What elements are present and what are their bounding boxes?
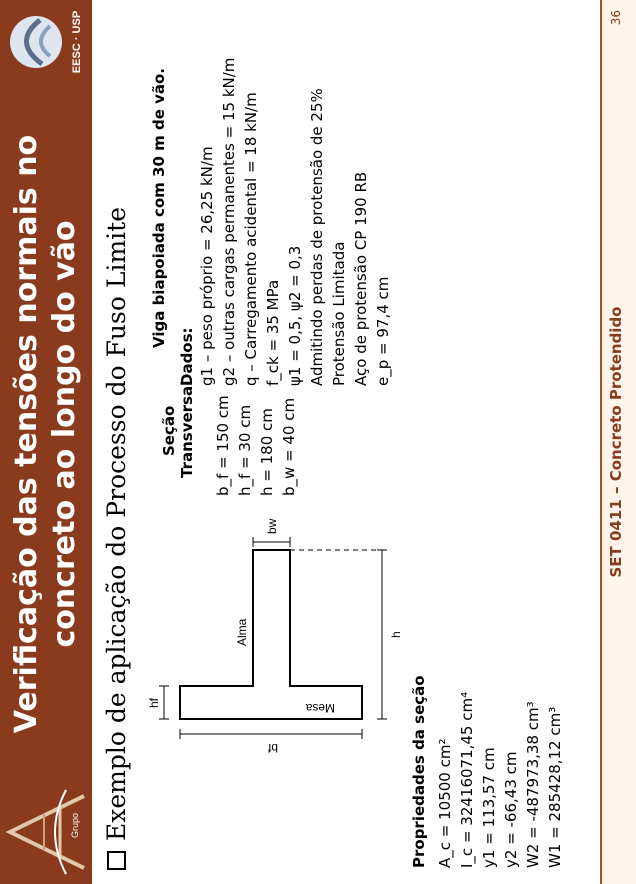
section-heading-line-1: Seção	[160, 405, 178, 456]
t-section-diagram	[147, 464, 410, 884]
dim-bf: b_f = 150 cm	[214, 395, 232, 496]
prop-ic: I_c = 32416071,45 cm⁴	[458, 691, 476, 868]
title	[3, 92, 89, 776]
dim-h: h = 180 cm	[258, 408, 276, 496]
section-heading-line-2: Transversal	[178, 380, 196, 478]
page-number: 36	[609, 10, 623, 26]
data-item-q: q – Carregamento acidental = 18 kN/m	[242, 92, 260, 386]
label-bw: bw	[265, 518, 279, 534]
eesc-usp-logo	[2, 2, 90, 82]
subtitle	[102, 207, 131, 870]
footer	[600, 0, 636, 884]
data-item-g2: g2 – outras cargas permanentes = 15 kN/m	[220, 57, 238, 386]
data-item-g1: g1 – peso próprio = 26,25 kN/m	[198, 146, 216, 386]
data-item-losses: Admitindo perdas de protensão de 25%	[308, 88, 326, 386]
title-line-2: concreto ao longo do vão	[47, 220, 82, 648]
data-item-steel: Aço de protensão CP 190 RB	[352, 171, 370, 386]
group-logo	[4, 786, 88, 878]
title-line-1: Verificação das tensões normais no	[9, 134, 44, 734]
dim-bw: b_w = 40 cm	[280, 397, 298, 496]
group-logo-text: Grupo	[70, 812, 80, 838]
prop-ac: A_c = 10500 cm²	[436, 738, 454, 868]
label-mesa: Mesa	[305, 701, 335, 715]
prop-y1: y1 = 113,57 cm	[480, 747, 498, 868]
label-hf: hf	[147, 697, 161, 708]
data-item-protension: Protensão Limitada	[330, 241, 348, 386]
label-h: h	[389, 631, 403, 638]
label-alma: Alma	[235, 618, 249, 646]
properties-heading: Propriedades da seção	[410, 675, 428, 868]
eesc-usp-logo-text: EESC · USP	[71, 10, 83, 74]
data-item-fck: f_ck = 35 MPa	[264, 279, 282, 386]
checkbox-bullet-icon	[107, 851, 126, 870]
label-bf: bf	[267, 741, 278, 755]
data-item-psi: ψ1 = 0,5, ψ2 = 0,3	[286, 245, 304, 386]
footer-course: SET 0411 – Concreto Protendido	[607, 306, 625, 578]
prop-w1: W1 = 285428,12 cm³	[546, 706, 564, 868]
dim-hf: h_f = 30 cm	[236, 404, 254, 496]
t-section-outline	[180, 550, 362, 719]
prop-w2: W2 = -487973,38 cm³	[524, 701, 542, 868]
data-heading: Dados:	[178, 327, 196, 386]
subtitle-text: Exemplo de aplicação do Processo do Fuso Limite	[102, 207, 131, 841]
data-item-ep: e_p = 97,4 cm	[374, 276, 392, 386]
beam-description: Viga biapoiada com 30 m de vão.	[150, 68, 168, 348]
title-banner	[0, 0, 92, 884]
prop-y2: y2 = -66,43 cm	[502, 751, 520, 868]
